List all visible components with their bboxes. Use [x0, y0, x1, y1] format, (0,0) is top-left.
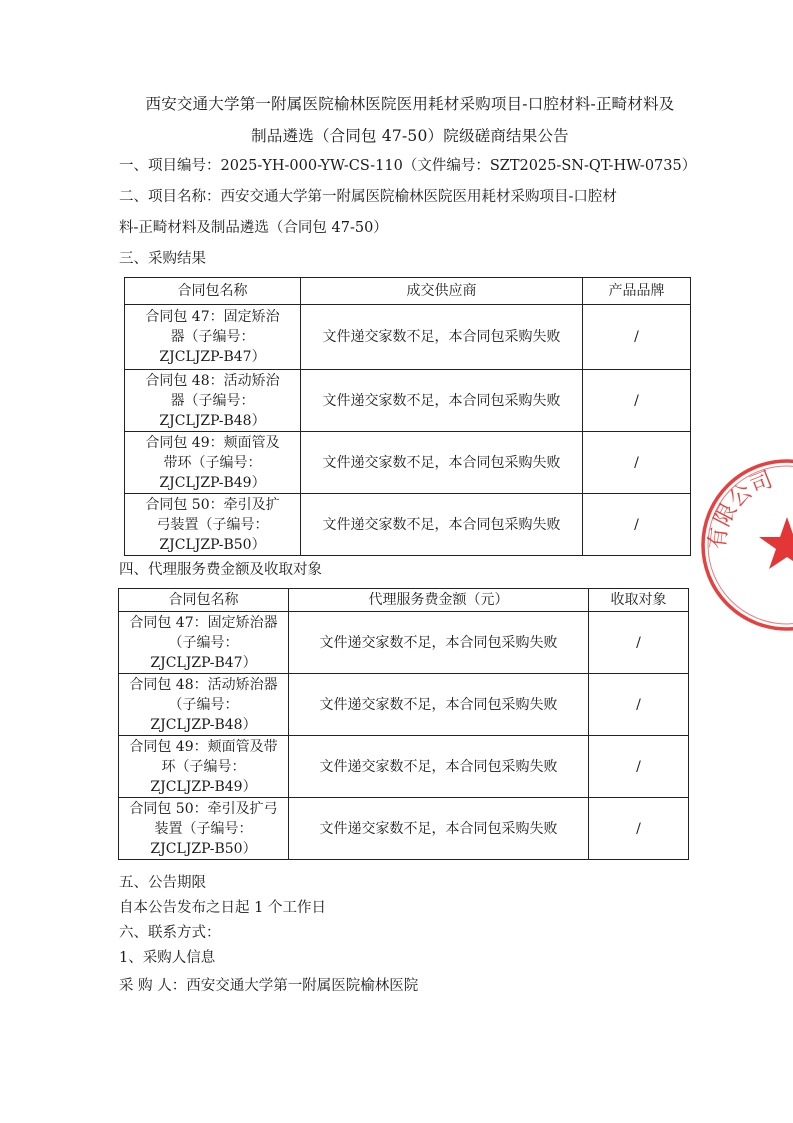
name-line: 器（子编号： [170, 392, 255, 409]
name-line: 器（子编号： [170, 329, 255, 345]
contract-package-name [119, 674, 289, 736]
name-line: 合同包 48：活动矫治 [145, 372, 280, 389]
contract-package-name [125, 494, 301, 556]
brand-cell: / [583, 432, 691, 494]
name-line: 环（子编号： [161, 758, 246, 775]
name-line: 合同包 50：牵引及扩 [145, 496, 280, 513]
contract-package-name [125, 305, 301, 370]
column-header: 收取对象 [589, 589, 689, 612]
table-row [119, 798, 689, 860]
name-line: ZJCLJZP-B47） [159, 349, 266, 365]
table-header-row [125, 278, 691, 305]
announcement-title-line1: 西安交通大学第一附属医院榆林医院医用耗材采购项目-口腔材料-正畸材料及 [145, 95, 675, 113]
name-line: 合同包 49：颊面管及带 [129, 738, 278, 755]
name-line: ZJCLJZP-B47） [150, 654, 257, 671]
project-name-line1: 二、项目名称：西安交通大学第一附属医院榆林医院医用耗材采购项目-口腔材 [119, 189, 617, 205]
table-header-row [119, 589, 689, 612]
name-line: 合同包 49：颊面管及 [145, 434, 280, 451]
project-name-line2: 料-正畸材料及制品遴选（合同包 47-50） [119, 220, 388, 236]
seal-text: 有限公司 [705, 467, 777, 551]
column-header: 合同包名称 [125, 278, 301, 305]
name-line: ZJCLJZP-B50） [150, 840, 257, 857]
table-row [119, 674, 689, 736]
supplier-cell: 文件递交家数不足，本合同包采购失败 [301, 432, 583, 494]
name-line: ZJCLJZP-B49） [159, 474, 266, 491]
fee-cell: 文件递交家数不足，本合同包采购失败 [289, 736, 589, 798]
target-cell: / [589, 674, 689, 736]
section-procurement-result: 三、采购结果 [119, 251, 206, 267]
column-header: 合同包名称 [119, 589, 289, 612]
column-header: 代理服务费金额（元） [289, 589, 589, 612]
column-header: 成交供应商 [301, 278, 583, 305]
name-line: ZJCLJZP-B48） [150, 716, 257, 733]
purchaser-info-heading: 1、采购人信息 [119, 950, 216, 966]
contract-package-name [119, 736, 289, 798]
contract-package-name [125, 432, 301, 494]
name-line: 合同包 48：活动矫治器 [129, 676, 278, 693]
name-line: 带环（子编号： [163, 454, 262, 471]
fee-cell: 文件递交家数不足，本合同包采购失败 [289, 798, 589, 860]
contract-package-name [119, 612, 289, 674]
name-line: 合同包 47：固定矫治器 [129, 614, 278, 631]
fee-cell: 文件递交家数不足，本合同包采购失败 [289, 612, 589, 674]
company-seal-icon [695, 455, 793, 635]
target-cell: / [589, 798, 689, 860]
target-cell: / [589, 736, 689, 798]
project-number: 一、项目编号：2025-YH-000-YW-CS-110（文件编号：SZT2025-SN-QT-HW-0735） [119, 158, 697, 174]
brand-cell: / [583, 494, 691, 556]
brand-cell: / [583, 305, 691, 370]
target-cell: / [589, 612, 689, 674]
table-row [125, 370, 691, 432]
table-row [119, 612, 689, 674]
name-line: ZJCLJZP-B48） [159, 412, 266, 429]
name-line: ZJCLJZP-B50） [159, 536, 266, 553]
section-notice-period: 五、公告期限 [119, 875, 206, 891]
table-row [125, 432, 691, 494]
supplier-cell: 文件递交家数不足，本合同包采购失败 [301, 370, 583, 432]
agency-fee-table [118, 588, 689, 860]
contract-package-name [119, 798, 289, 860]
column-header: 产品品牌 [583, 278, 691, 305]
section-agency-fee: 四、代理服务费金额及收取对象 [119, 562, 322, 578]
name-line: （子编号： [168, 634, 239, 651]
notice-period-text: 自本公告发布之日起 1 个工作日 [119, 900, 326, 916]
name-line: 合同包 47：固定矫治 [145, 309, 280, 325]
purchaser-name: 采 购 人：西安交通大学第一附属医院榆林医院 [119, 978, 419, 994]
supplier-cell: 文件递交家数不足，本合同包采购失败 [301, 494, 583, 556]
table-row [125, 305, 691, 370]
supplier-cell: 文件递交家数不足，本合同包采购失败 [301, 305, 583, 370]
announcement-title-line2: 制品遴选（合同包 47-50）院级磋商结果公告 [251, 127, 569, 145]
section-contact: 六、联系方式： [119, 925, 221, 941]
name-line: （子编号： [168, 696, 239, 713]
fee-cell: 文件递交家数不足，本合同包采购失败 [289, 674, 589, 736]
table-row [119, 736, 689, 798]
brand-cell: / [583, 370, 691, 432]
name-line: ZJCLJZP-B49） [150, 778, 257, 795]
table-row [125, 494, 691, 556]
contract-package-name [125, 370, 301, 432]
name-line: 合同包 50：牵引及扩弓 [129, 800, 278, 817]
procurement-result-table [124, 277, 691, 556]
name-line: 装置（子编号： [154, 820, 253, 837]
name-line: 弓装置（子编号： [156, 516, 269, 533]
